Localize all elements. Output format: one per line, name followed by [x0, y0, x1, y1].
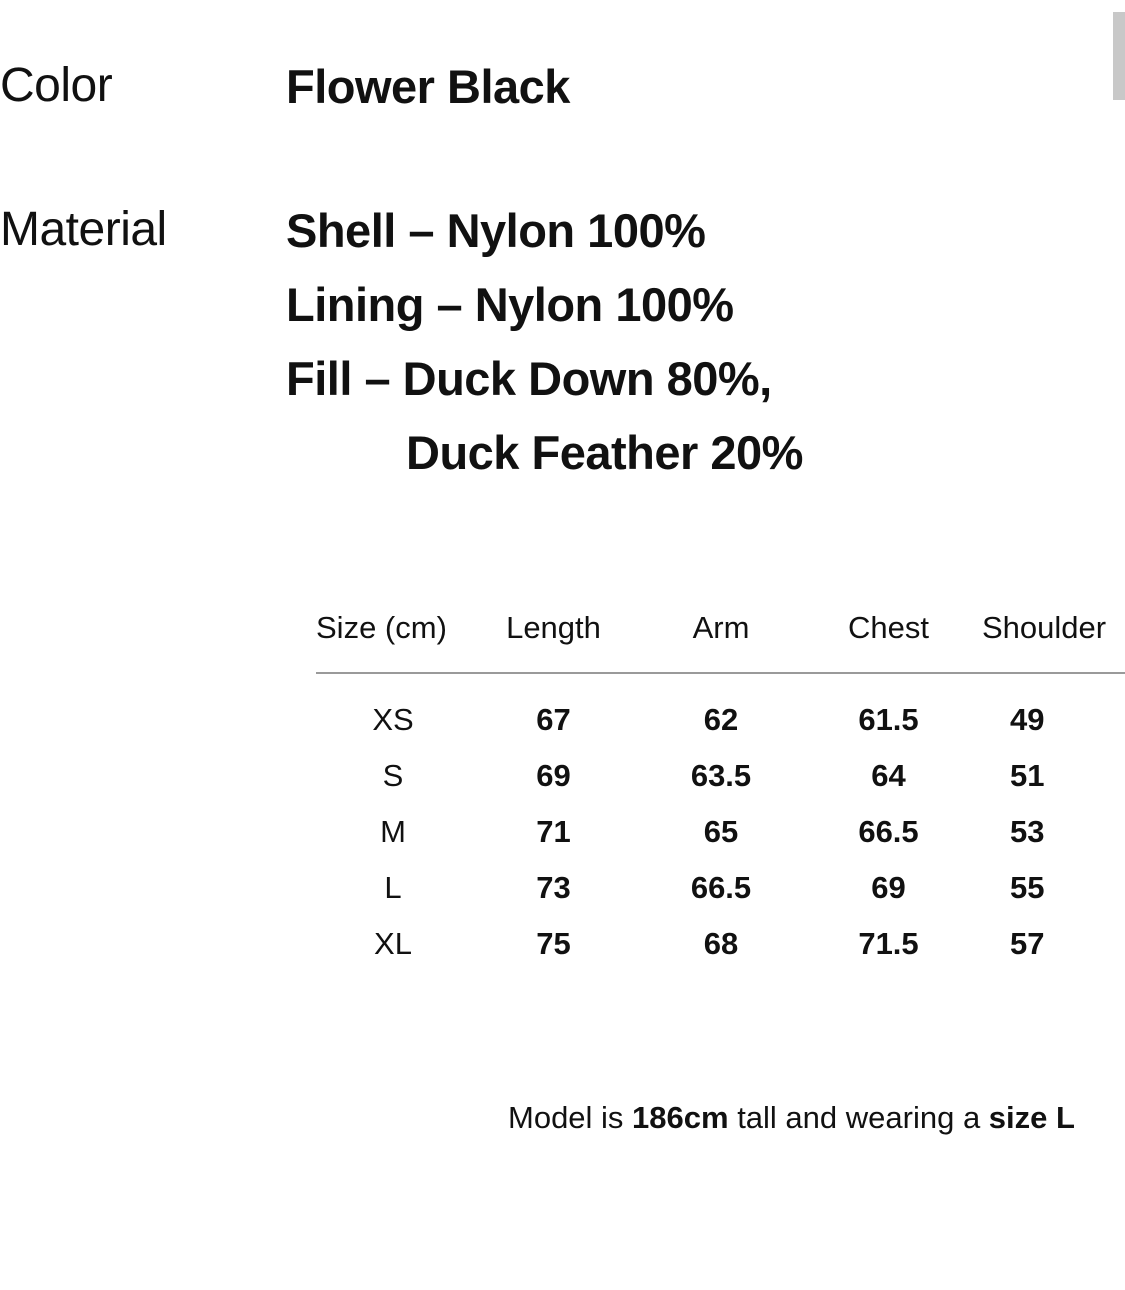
- length-cell: 75: [536, 926, 571, 961]
- model-note-prefix: Model is: [508, 1100, 633, 1135]
- material-lining: Lining – Nylon 100%: [286, 278, 734, 331]
- length-cell: 73: [536, 870, 571, 905]
- arm-cell: 66.5: [690, 870, 752, 905]
- color-label: Color: [0, 59, 113, 112]
- chest-cell: 71.5: [858, 926, 919, 961]
- table-row: [316, 916, 1125, 972]
- chest-cell: 69: [871, 870, 906, 905]
- size-cell: S: [382, 758, 404, 793]
- column-header-length: Length: [476, 610, 631, 673]
- size-cell: XL: [374, 926, 412, 961]
- color-value: Flower Black: [286, 60, 570, 113]
- length-cell: 69: [536, 758, 571, 793]
- table-row: [316, 748, 1125, 804]
- model-fit-note: [508, 1100, 1075, 1136]
- shoulder-cell: 55: [1010, 870, 1045, 905]
- material-fill: Fill – Duck Down 80%,: [286, 352, 772, 405]
- size-chart-table: [316, 610, 1125, 972]
- chest-cell: 64: [871, 758, 906, 793]
- column-header-arm: Arm: [631, 610, 811, 673]
- arm-cell: 68: [703, 926, 739, 961]
- scrollbar-thumb[interactable]: [1113, 12, 1125, 100]
- material-fill-continued: Duck Feather 20%: [406, 426, 803, 479]
- column-header-size: Size (cm): [316, 610, 476, 673]
- column-header-chest: Chest: [811, 610, 966, 673]
- arm-cell: 62: [703, 702, 739, 737]
- size-chart-header-row: [316, 610, 1125, 673]
- model-size: size L: [988, 1100, 1075, 1135]
- material-label: Material: [0, 203, 167, 256]
- shoulder-cell: 51: [1010, 758, 1045, 793]
- length-cell: 67: [536, 702, 571, 737]
- size-cell: M: [380, 814, 406, 849]
- table-row: [316, 860, 1125, 916]
- length-cell: 71: [536, 814, 571, 849]
- material-shell: Shell – Nylon 100%: [286, 204, 706, 257]
- arm-cell: 65: [703, 814, 739, 849]
- shoulder-cell: 53: [1010, 814, 1045, 849]
- size-cell: XS: [372, 702, 414, 737]
- table-row: [316, 804, 1125, 860]
- model-height: 186cm: [632, 1100, 729, 1135]
- material-composition: [286, 194, 803, 490]
- shoulder-cell: 57: [1010, 926, 1045, 961]
- shoulder-cell: 49: [1010, 702, 1045, 737]
- model-note-middle: tall and wearing a: [728, 1100, 989, 1135]
- size-cell: L: [384, 870, 402, 905]
- chest-cell: 61.5: [858, 702, 919, 737]
- arm-cell: 63.5: [690, 758, 752, 793]
- table-row: [316, 673, 1125, 748]
- column-header-shoulder: Shoulder: [966, 610, 1125, 673]
- chest-cell: 66.5: [858, 814, 919, 849]
